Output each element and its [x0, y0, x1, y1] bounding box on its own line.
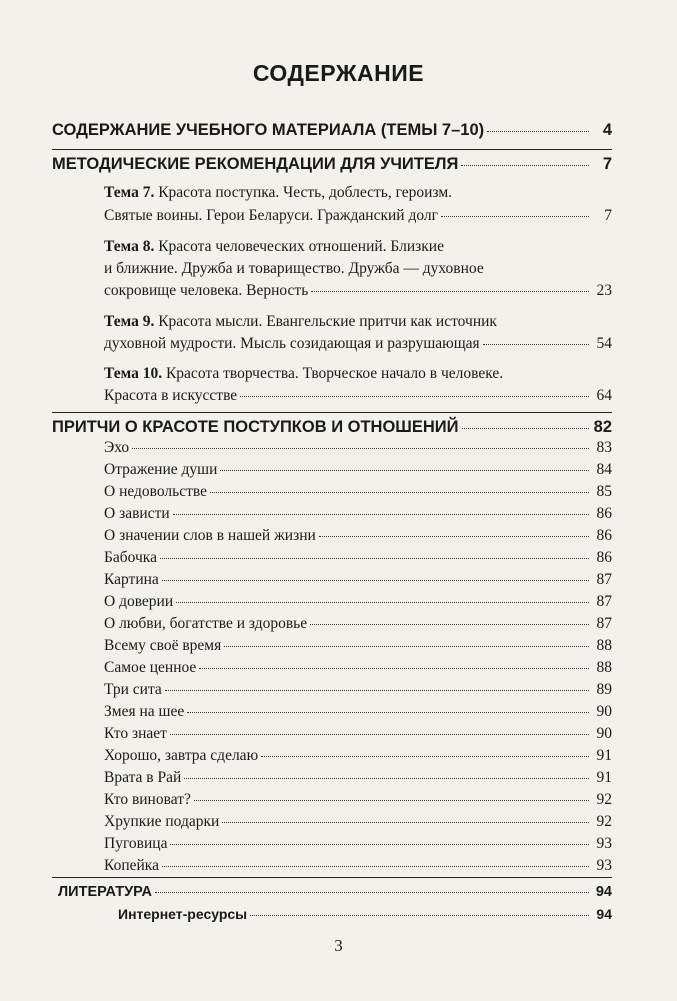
toc-page-number: 88 — [596, 637, 612, 654]
toc-theme-8-line1[interactable] — [104, 238, 444, 256]
toc-page-number: 87 — [596, 571, 612, 588]
leader-dots — [250, 915, 589, 916]
parable-title: Эхо — [104, 439, 130, 456]
leader-dots — [311, 291, 589, 292]
parable-title: Копейка — [104, 857, 159, 874]
theme-title-cont: Святые воины. Герои Беларуси. Гражданский долг — [104, 207, 438, 224]
parable-title: Картина — [104, 571, 159, 588]
toc-section-content[interactable] — [52, 121, 612, 140]
toc-theme-9-line1[interactable] — [104, 313, 497, 331]
parable-title: Хрупкие подарки — [104, 813, 220, 830]
parable-title: Пуговица — [104, 835, 168, 852]
toc-page-number: 87 — [596, 615, 612, 632]
leader-dots — [170, 844, 589, 845]
toc-page-number: 86 — [596, 505, 612, 522]
parable-title: О значении слов в нашей жизни — [104, 527, 316, 544]
toc-theme-10-line1[interactable] — [104, 365, 503, 383]
theme-title: Красота поступка. Честь, доблесть, героизм. — [158, 184, 453, 201]
toc-section-parables[interactable] — [52, 418, 612, 437]
theme-prefix: Тема 9. — [104, 313, 155, 330]
theme-prefix: Тема 7. — [104, 184, 155, 201]
theme-title: Красота человеческих отношений. Близкие — [158, 238, 444, 255]
toc-parable-item[interactable] — [104, 659, 612, 677]
toc-page-number: 90 — [596, 725, 612, 742]
theme-title-cont: и ближние. Дружба и товарищество. Дружба — духовное — [104, 260, 484, 277]
toc-page-number: 87 — [596, 593, 612, 610]
toc-section-methods[interactable] — [52, 155, 612, 174]
parable-title: Кто виноват? — [104, 791, 191, 808]
theme-prefix: Тема 10. — [104, 365, 163, 382]
toc-parable-item[interactable] — [104, 835, 612, 853]
leader-dots — [199, 668, 589, 669]
toc-page-number: 91 — [596, 769, 612, 786]
leader-dots — [487, 131, 589, 132]
toc-parable-item[interactable] — [104, 505, 612, 523]
theme-title-cont: духовной мудрости. Мысль созидающая и разрушающая — [104, 335, 480, 352]
leader-dots — [483, 344, 589, 345]
toc-parable-item[interactable] — [104, 527, 612, 545]
page-title: СОДЕРЖАНИЕ — [252, 60, 425, 86]
toc-page-number: 64 — [596, 387, 612, 404]
toc-theme-8-line3[interactable] — [104, 282, 612, 300]
leader-dots — [319, 536, 589, 537]
toc-parable-item[interactable] — [104, 769, 612, 787]
toc-theme-9-line2[interactable] — [104, 335, 612, 353]
toc-page-number: 54 — [596, 335, 612, 352]
toc-section-label: МЕТОДИЧЕСКИЕ РЕКОМЕНДАЦИИ ДЛЯ УЧИТЕЛЯ — [52, 155, 459, 173]
leader-dots — [173, 514, 589, 515]
leader-dots — [162, 866, 589, 867]
toc-parable-item[interactable] — [104, 461, 612, 479]
leader-dots — [165, 690, 589, 691]
toc-parable-item[interactable] — [104, 725, 612, 743]
parable-title: Бабочка — [104, 549, 157, 566]
toc-parable-item[interactable] — [104, 747, 612, 765]
toc-theme-7-line2[interactable] — [104, 207, 612, 225]
toc-section-label: ПРИТЧИ О КРАСОТЕ ПОСТУПКОВ И ОТНОШЕНИЙ — [52, 418, 459, 436]
toc-page-number: 82 — [593, 418, 612, 436]
toc-page-number: 7 — [604, 207, 612, 224]
leader-dots — [261, 756, 589, 757]
section-divider — [52, 149, 612, 150]
theme-title: Красота мысли. Евангельские притчи как источник — [158, 313, 497, 330]
toc-parable-item[interactable] — [104, 703, 612, 721]
parable-title: Всему своё время — [104, 637, 222, 654]
toc-page-number: 90 — [596, 703, 612, 720]
parable-title: Змея на шее — [104, 703, 185, 720]
toc-internet-resources[interactable] — [118, 906, 612, 922]
toc-page-number: 86 — [596, 527, 612, 544]
parable-title: О недовольстве — [104, 483, 207, 500]
toc-parable-item[interactable] — [104, 813, 612, 831]
toc-section-label: СОДЕРЖАНИЕ УЧЕБНОГО МАТЕРИАЛА (ТЕМЫ 7–10) — [52, 121, 485, 139]
toc-page-number: 23 — [596, 282, 612, 299]
leader-dots — [222, 822, 589, 823]
toc-page-number: 4 — [602, 121, 612, 139]
toc-page-number: 86 — [596, 549, 612, 566]
page-number: 3 — [334, 936, 343, 955]
toc-parable-item[interactable] — [104, 439, 612, 457]
toc-theme-7-line1[interactable] — [104, 184, 452, 202]
leader-dots — [132, 448, 589, 449]
toc-page-number: 88 — [596, 659, 612, 676]
leader-dots — [160, 558, 589, 559]
leader-dots — [194, 800, 589, 801]
theme-title: Красота творчества. Творческое начало в человеке. — [165, 365, 504, 382]
section-divider — [52, 877, 612, 878]
leader-dots — [224, 646, 589, 647]
toc-parable-item[interactable] — [104, 549, 612, 567]
leader-dots — [184, 778, 589, 779]
toc-page-number: 89 — [596, 681, 612, 698]
leader-dots — [210, 492, 589, 493]
toc-parable-item[interactable] — [104, 615, 612, 633]
theme-prefix: Тема 8. — [104, 238, 155, 255]
leader-dots — [170, 734, 589, 735]
toc-parable-item[interactable] — [104, 791, 612, 809]
theme-title-cont: Красота в искусстве — [104, 387, 238, 404]
toc-theme-10-line2[interactable] — [104, 387, 612, 405]
toc-parable-item[interactable] — [104, 593, 612, 611]
leader-dots — [162, 580, 589, 581]
leader-dots — [176, 602, 589, 603]
toc-page-number: 85 — [596, 483, 612, 500]
parable-title: Отражение души — [104, 461, 218, 478]
leader-dots — [310, 624, 589, 625]
theme-title-cont: сокровище человека. Верность — [104, 282, 309, 299]
leader-dots — [220, 470, 589, 471]
toc-section-label: Интернет-ресурсы — [118, 906, 248, 922]
toc-parable-item[interactable] — [104, 637, 612, 655]
parable-title: Самое ценное — [104, 659, 197, 676]
parable-title: О любви, богатстве и здоровье — [104, 615, 308, 632]
toc-page-number: 91 — [596, 747, 612, 764]
toc-page-number: 84 — [596, 461, 612, 478]
toc-parable-item[interactable] — [104, 483, 612, 501]
toc-page-number: 7 — [602, 155, 612, 173]
toc-parable-item[interactable] — [104, 571, 612, 589]
leader-dots — [441, 216, 589, 217]
leader-dots — [155, 892, 589, 893]
toc-theme-8-line2 — [104, 260, 484, 278]
toc-page-number: 83 — [596, 439, 612, 456]
leader-dots — [461, 165, 589, 166]
toc-parable-item[interactable] — [104, 857, 612, 875]
parable-title: Кто знает — [104, 725, 167, 742]
toc-page-number: 92 — [596, 813, 612, 830]
toc-page-number: 93 — [596, 835, 612, 852]
parable-title: О доверии — [104, 593, 174, 610]
leader-dots — [187, 712, 589, 713]
toc-page-number: 94 — [595, 884, 612, 900]
toc-parable-item[interactable] — [104, 681, 612, 699]
section-divider — [52, 412, 612, 413]
parable-title: Врата в Рай — [104, 769, 182, 786]
toc-page-number: 94 — [596, 906, 612, 922]
toc-page-number: 92 — [596, 791, 612, 808]
toc-page-number: 93 — [596, 857, 612, 874]
leader-dots — [462, 428, 589, 429]
toc-section-literature[interactable] — [58, 884, 612, 900]
parable-title: О зависти — [104, 505, 170, 522]
parable-title: Три сита — [104, 681, 162, 698]
parable-title: Хорошо, завтра сделаю — [104, 747, 259, 764]
toc-section-label: ЛИТЕРАТУРА — [58, 884, 153, 900]
leader-dots — [240, 396, 589, 397]
